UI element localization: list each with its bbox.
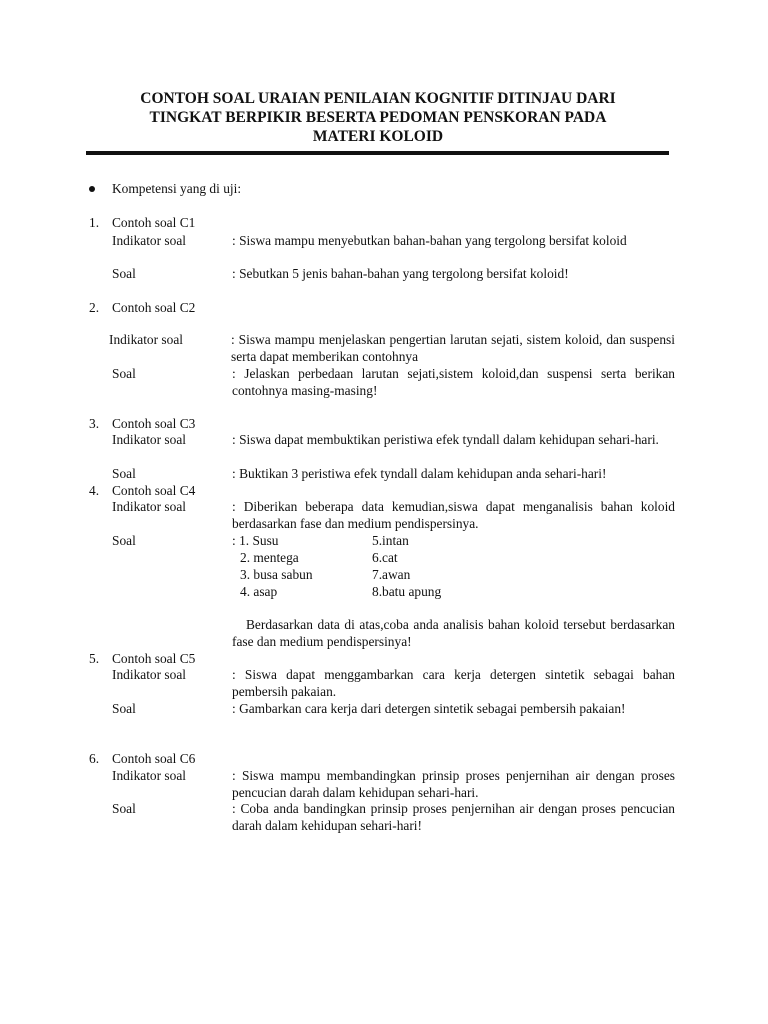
item-5-soal-text: : Gambarkan cara kerja dari detergen sintetik sebagai pembersih pakaian! <box>232 701 626 716</box>
item-3-soal-label: Soal <box>112 466 136 481</box>
item-4-list-item-7: 7.awan <box>372 567 411 582</box>
item-4-list-item-6: 6.cat <box>372 550 398 565</box>
item-1-heading: Contoh soal C1 <box>112 215 196 230</box>
item-6-soal-text: : Coba anda bandingkan prinsip proses penjernihan air dengan proses pencucian darah dalam kehidupan sehari-hari! <box>232 801 675 833</box>
item-3-indikator-text: : Siswa dapat membuktikan peristiwa efek tyndall dalam kehidupan sehari-hari. <box>232 432 659 447</box>
title-line-3: MATERI KOLOID <box>312 128 444 145</box>
item-3-heading: Contoh soal C3 <box>112 416 196 431</box>
item-2-indikator-label: Indikator soal <box>109 332 184 347</box>
item-2-indikator-text: : Siswa mampu menjelaskan pengertian larutan sejati, sistem koloid, dan suspensi serta dapat memberikan contohnya <box>231 332 675 364</box>
item-2-soal-text: : Jelaskan perbedaan larutan sejati,sistem koloid,dan suspensi serta berikan contohnya masing-masing! <box>232 366 675 398</box>
item-5-heading: Contoh soal C5 <box>112 651 196 666</box>
item-5-number: 5. <box>89 651 100 666</box>
document-title <box>86 89 670 146</box>
item-6-soal-label: Soal <box>112 801 136 816</box>
item-4-list-item-2: 2. mentega <box>240 550 299 565</box>
item-2-soal-label: Soal <box>112 366 136 381</box>
item-4-list-item-4: 4. asap <box>240 584 278 599</box>
item-4-soal-text: Berdasarkan data di atas,coba anda analisis bahan koloid tersebut berdasarkan fase dan medium pendispersinya! <box>232 617 675 649</box>
item-1-indikator-label: Indikator soal <box>112 233 187 248</box>
item-4-heading: Contoh soal C4 <box>112 483 196 498</box>
item-6-heading: Contoh soal C6 <box>112 751 196 766</box>
item-4-indikator-text: : Diberikan beberapa data kemudian,siswa dapat menganalisis bahan koloid berdasarkan fase dan medium pendispersinya. <box>232 499 675 531</box>
item-3-soal-text: : Buktikan 3 peristiwa efek tyndall dalam kehidupan anda sehari-hari! <box>232 466 607 481</box>
title-line-1: CONTOH SOAL URAIAN PENILAIAN KOGNITIF DITINJAU DARI <box>140 90 616 107</box>
item-1-soal-text: : Sebutkan 5 jenis bahan-bahan yang tergolong bersifat koloid! <box>232 266 569 281</box>
item-6-indikator-text: : Siswa mampu membandingkan prinsip proses penjernihan air dengan proses pencucian darah dalam kehidupan sehari-hari. <box>232 768 675 800</box>
item-3-indikator-label: Indikator soal <box>112 432 187 447</box>
item-5-indikator-text: : Siswa dapat menggambarkan cara kerja detergen sintetik sebagai bahan pembersih pakaian. <box>232 667 675 699</box>
item-1-soal-label: Soal <box>112 266 136 281</box>
kompetensi-label: Kompetensi yang di uji: <box>112 181 242 196</box>
item-5-soal-label: Soal <box>112 701 136 716</box>
item-1-number: 1. <box>89 215 100 230</box>
item-4-list-item-8: 8.batu apung <box>372 584 442 599</box>
item-2-heading: Contoh soal C2 <box>112 300 196 315</box>
item-6-number: 6. <box>89 751 100 766</box>
item-4-list-item-5: 5.intan <box>372 533 409 548</box>
item-1-indikator-text: : Siswa mampu menyebutkan bahan-bahan yang tergolong bersifat koloid <box>232 233 627 248</box>
item-6-indikator-label: Indikator soal <box>112 768 187 783</box>
item-3-number: 3. <box>89 416 100 431</box>
item-5-indikator-label: Indikator soal <box>112 667 187 682</box>
bullet-icon <box>89 186 95 192</box>
item-2-number: 2. <box>89 300 100 315</box>
item-4-number: 4. <box>89 483 100 498</box>
title-underline <box>86 151 669 155</box>
item-4-list-item-3: 3. busa sabun <box>240 567 313 582</box>
item-4-list-item-1: : 1. Susu <box>232 533 279 548</box>
title-line-2: TINGKAT BERPIKIR BESERTA PEDOMAN PENSKORAN PADA <box>149 109 607 126</box>
item-4-indikator-label: Indikator soal <box>112 499 187 514</box>
item-4-soal-label: Soal <box>112 533 136 548</box>
